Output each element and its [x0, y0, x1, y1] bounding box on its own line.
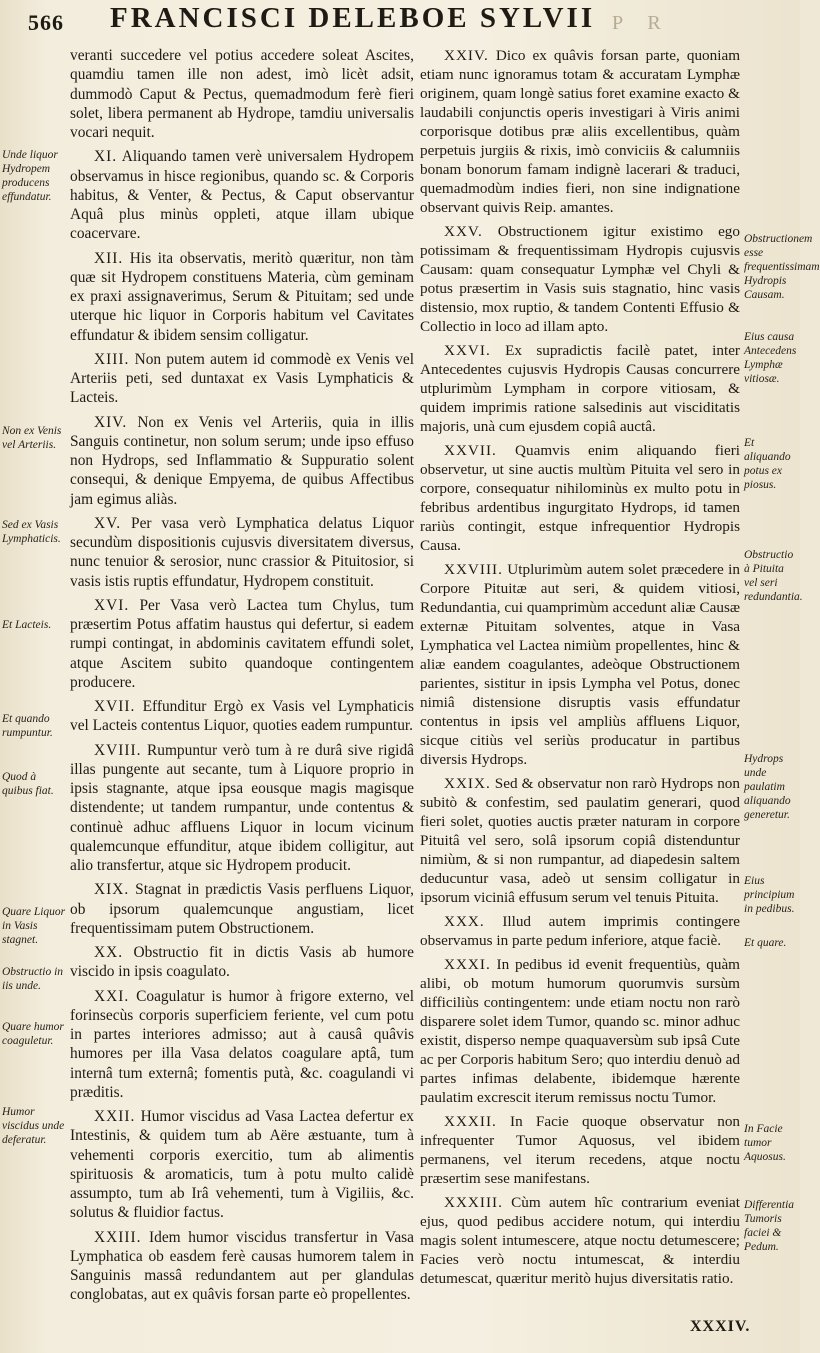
paragraph-text: Dico ex quâvis forsan parte, quoniam etiam nunc ignoramus totam & accuratam Lymphæ originem, quam longè satius foret examine exacto & laudabili conjunctis operis investigari à Viris animi corporisque dotibus præ aliis excellentibus, quàm perpetuis jurgiis & rixis, imò conviciis & calumniis bonam bonorum famam indignè lacerari & traduci, quemadmodùm indies fieri, non sine indignatione observant quivis Reip. amantes.	[420, 47, 741, 216]
paragraph-text: Per Vasa verò Lactea tum Chylus, tum præsertim Potus affatim haustus qui defertur, si eadem rumpi contingat, in abdominis cavitatem effundi solet, atque Ascitem subito quandoque contingentem producere.	[70, 596, 414, 691]
paragraph	[420, 341, 740, 436]
paragraph-text: Cùm autem hîc contrarium eveniat ejus, quod pedibus accidere notum, qui interdiu magis solent intumescere, atque noctu detumescere; Facies verò noctu intumescat, & interdiu detumescat, quæritur meritò hujus diversitatis ratio.	[420, 1194, 741, 1287]
paragraph-number: XX.	[94, 944, 124, 961]
paragraph-text: Obstructionem igitur existimo ego potissimam & frequentissimam Hydropis cujusvis Causam: quam consequatur Lymphæ vel Chyli & potus præsertim in Vasis suis stagnatio, hinc vasis distensio, mox ruptio, & tandem Contenti Effusio & Collectio in loco ad illam apto.	[420, 223, 740, 335]
paragraph-number: XXIII.	[94, 1228, 142, 1246]
paragraph-number: XXVII.	[444, 442, 497, 459]
paragraph	[70, 596, 414, 692]
right-margin-note: Hydrops unde paulatim aliquando generetur.	[744, 753, 791, 821]
paragraph-number: XV.	[94, 514, 122, 532]
paragraph-number: XIX.	[94, 881, 130, 899]
paragraph-number: XVIII.	[94, 741, 142, 759]
paragraph-number: XXXI.	[444, 956, 491, 973]
paragraph	[70, 249, 414, 345]
paragraph-number: XII.	[94, 249, 124, 267]
paragraph-text: Sed & observatur non rarò Hydrops non subitò & confestim, sed paulatim generari, quod fieri solet, quoties auctis præter naturam in corpore Pituitâ vel sero, solâ ipsorum copiâ distenduntur nimiùm, & si non rumpantur, ad diapedesin saltem deducuntur vasa, adeò ut sensim colligatur in ipsorum viciniâ effusum serum vel tenuis Pituita.	[420, 775, 740, 906]
paragraph	[70, 514, 414, 591]
paragraph-text: Effunditur Ergò ex Vasis vel Lymphaticis vel Lacteis contentus Liquor, quoties eadem rumpuntur.	[70, 698, 414, 735]
paragraph-number: XIII.	[94, 350, 130, 368]
paragraph-text: Illud autem imprimis contingere observamus in parte pedum inferiore, atque faciè.	[420, 913, 740, 949]
paragraph	[420, 1112, 740, 1188]
paragraph-text: Humor viscidus ad Vasa Lactea defertur ex Intestinis, & quidem tum ab Aëre æstuante, tum à vehementi corporis exercitio, tum ab alimentis spirituosis & aromaticis, tum à potu multo calidè assumpto, tum ab Irâ vehementi, tum à Vigiliis, &c. solutus & fluidior factus.	[70, 1108, 414, 1222]
left-margin-note: Obstructio in iis unde.	[2, 966, 64, 992]
paragraph	[420, 441, 740, 555]
paragraph	[70, 880, 414, 938]
paragraph-text: Non putem autem id commodè ex Venis vel Arteriis peti, sed duntaxat ex Vasis Lymphaticis & Lacteis.	[70, 350, 414, 407]
right-margin-note: Eius causa Antecedens Lymphæ vitiosæ.	[744, 331, 797, 385]
paragraph-text: Idem humor viscidus transfertur in Vasa Lymphatica ob easdem ferè causas humorem talem in Sanguinis massâ redundantem aut per glandulas conglobatas, aut ex quâvis forsan parte eò propellentes.	[70, 1228, 414, 1304]
paragraph-text: Aliquando tamen verè universalem Hydropem observamus in hisce regionibus, quando sc. & Corporis habitus, & Venter, & Pectus, & Caput observantur Aquâ plus minùs oppleti, atque illam ubique coacervare.	[70, 148, 414, 243]
paragraph-number: XI.	[94, 148, 118, 166]
right-margin-note: Obstructio à Pituita vel seri redundantia.	[744, 549, 803, 603]
left-margin-note: Et quando rumpuntur.	[2, 713, 53, 739]
paragraph-text: His ita observatis, meritò quæritur, non tàm quæ sit Hydropem constituens Materia, cùm geminam ex praxi assignaverimus, Serum & Pituitam; sed unde uterque hic liquor in Corporis habitum vel Cavitates effundatur & ibidem sensim colligatur.	[70, 249, 414, 344]
right-margin-note: In Facie tumor Aquosus.	[744, 1123, 786, 1163]
paragraph	[70, 350, 414, 408]
paragraph	[420, 560, 740, 769]
page-header	[0, 2, 800, 46]
paragraph-text: Quamvis enim aliquando fieri observetur, ut sine auctis multùm Pituita vel sero in corpore, consequatur nihilominùs ex multo potu in febribus ardentibus ingurgitato Hydrops, id tamen rariùs contingit, estque infrequentior Hydropis Causa.	[420, 442, 740, 554]
left-text-column	[70, 46, 414, 1310]
paragraph-text: Obstructio fit in dictis Vasis ab humore viscido in ipsis coagulato.	[70, 944, 414, 981]
paragraph-text: Utplurimùm autem solet præcedere in Corpore Pituitæ aut seri, & quidem vitiosi, Redundantia, cui quamprimùm accedunt aliæ Causæ externæ Pituitam solventes, atque in Vasa Lymphatica vel Lactea nimiùm propellentes, hinc & aliæ eandem coagulantes, adeòque Obstructionem parientes, sistitur in ipsis Lympha vel Potus, donec nimiâ distensione disruptis vasis effundatur contentus in ipsis vel ampliùs affluens Liquor, sicque citiùs vel seriùs producatur in partibus diversis Hydrops.	[420, 561, 740, 768]
paragraph-text: Ex supradictis facilè patet, inter Antecedentes cujusvis Hydropis Causas concurrere utplurimùm Lympham in corpore vitiosam, & quidem imprimis ratione salsedinis aut visciditatis majoris, unà cum ejusdem copiâ auctâ.	[420, 342, 740, 435]
paragraph	[420, 46, 740, 217]
paragraph-number: XVI.	[94, 596, 130, 614]
paragraph-number: XXII.	[94, 1108, 136, 1125]
paragraph-number: XIV.	[94, 413, 128, 431]
paragraph-text: Stagnat in prædictis Vasis perfluens Liquor, ob ipsorum qualemcunque angustiam, licet frequentissimam putem Obstructionem.	[70, 881, 414, 937]
paragraph-number: XXVI.	[444, 342, 491, 359]
paragraph-number: XXXIII.	[444, 1194, 503, 1211]
paragraph-number: XXIX.	[444, 775, 491, 792]
paragraph	[70, 1107, 414, 1223]
paragraph	[70, 943, 414, 982]
left-margin-note: Non ex Venis vel Arteriis.	[2, 425, 62, 451]
paragraph	[420, 774, 740, 907]
paragraph-number: XXX.	[444, 913, 485, 930]
paragraph	[420, 222, 740, 336]
right-margin-note: Differentia Tumoris faciei & Pedum.	[744, 1199, 795, 1253]
catchword: XXXIV.	[690, 1318, 751, 1335]
paragraph	[70, 697, 414, 736]
left-margin-note: Humor viscidus unde deferatur.	[2, 1106, 65, 1146]
left-margin-note: Quod à quibus fiat.	[2, 771, 54, 797]
paragraph	[70, 413, 414, 509]
paragraph	[70, 987, 414, 1103]
running-title: FRANCISCI DELEBOE SYLVII	[110, 2, 596, 34]
paragraph-number: XXIV.	[444, 47, 489, 64]
paragraph-text: Non ex Venis vel Arteriis, quia in illis Sanguis continetur, non solum serum; unde ipso effuso non Hydrops, sed Inflammatio & Suppuratio solent consequi, & denique Empyema, de quibus Affectibus jam egimus aliàs.	[70, 413, 414, 508]
paragraph-number: XXVIII.	[444, 561, 503, 578]
left-margin-note: Quare Liquor in Vasis stagnet.	[2, 906, 66, 946]
paragraph-text: Per vasa verò Lymphatica delatus Liquor secundùm dispositionis cujusvis diversitatem diversus, nunc tenuior & serosior, nunc crassior & Pituitosior, si vasis istis ruptis effundatur, Hydropem constituit.	[70, 514, 414, 590]
paragraph-number: XVII.	[94, 698, 136, 715]
right-margin-note: Obstructionem esse frequentissimam Hydropis Causam.	[744, 233, 820, 301]
paragraph-number: XXXII.	[444, 1113, 497, 1130]
paragraph-text: Rumpuntur verò tum à re durâ sive rigidâ illas pungente aut secante, tum à Liquore proprio in ipsis stagnante, atque ipsa eousque magis magisque distendente; ut tandem rumpantur, unde contentus & continuè adhuc affluens Liquor in locum vicinum qualemcunque effunditur, atque ibidem colligitur, aut alio transfertur, atque sic Hydropem producit.	[70, 741, 414, 874]
left-margin-note: Et Lacteis.	[2, 619, 52, 631]
left-margin-note: Sed ex Vasis Lymphaticis.	[2, 519, 61, 545]
left-margin-note: Quare humor coaguletur.	[2, 1021, 64, 1047]
paragraph	[420, 955, 740, 1107]
paragraph	[420, 912, 740, 950]
bleed-through-text: P R	[612, 12, 671, 34]
paragraph	[70, 741, 414, 876]
paragraph-text: veranti succedere vel potius accedere soleat Ascites, quamdiu tamen ille non adest, imò licèt adsit, dummodò Caput & Pectus, quemadmodum ferè fieri solet, libera permanent ab Hydrope, tamdiu universalis vocari nequit.	[70, 47, 414, 141]
paragraph-number: XXV.	[444, 223, 483, 240]
right-margin-note: Et aliquando potus ex piosus.	[744, 437, 791, 491]
right-margin-note: Et quare.	[744, 937, 787, 949]
paragraph-text: Coagulatur is humor à frigore externo, vel forinsecùs corporis superficiem feriente, vel cum potu in partes interiores admisso; aut à causâ quâvis humores per illa Vasa delatos coagulare aptâ, tum internâ tum externâ; fomentis putà, &c. coagulandi vi præditis.	[70, 987, 414, 1101]
paragraph-text: In Facie quoque observatur non infrequenter Tumor Aquosus, vel ibidem permanens, vel iterum recedens, atque noctu præsertim sese manifestans.	[420, 1113, 741, 1187]
right-margin-note: Eius principium in pedibus.	[744, 875, 795, 915]
page-number: 566	[28, 10, 64, 35]
right-text-column	[420, 46, 740, 1293]
paragraph	[70, 1228, 414, 1305]
left-margin-note: Unde liquor Hydropem producens effundatur.	[2, 149, 58, 203]
paragraph	[70, 147, 414, 243]
paragraph	[420, 1193, 740, 1288]
paragraph	[70, 46, 414, 142]
paragraph-text: In pedibus id evenit frequentiùs, quàm alibi, ob motum humorum quorumvis sursùm difficiliùs contingentem: unde etiam noctu non rarò disparere solet idem Tumor, quando sc. minor adhuc existit, disperso nempe quaquaversùm sub ipsâ Cute ac per Corporis habitum Sero; quo interdiu denuò ad partes infimas delabente, ibidemque hærente paulatim excrescit iterum remissus noctu Tumor.	[420, 956, 740, 1106]
paragraph-number: XXI.	[94, 987, 130, 1005]
